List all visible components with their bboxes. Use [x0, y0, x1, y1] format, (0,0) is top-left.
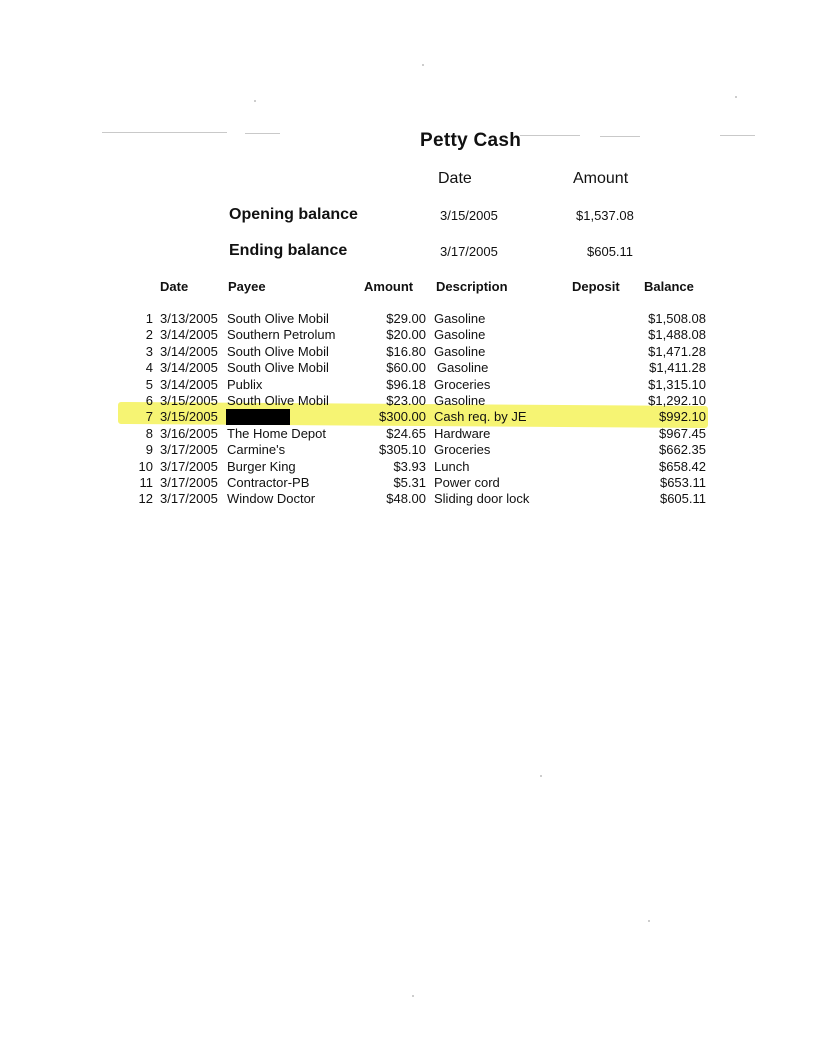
row-date: 3/16/2005	[160, 425, 218, 441]
table-row	[0, 442, 816, 459]
row-payee: Publix	[227, 376, 263, 392]
table-row	[0, 393, 816, 410]
row-description: Hardware	[434, 425, 491, 441]
row-payee: Burger King	[227, 458, 296, 474]
row-description: Groceries	[434, 442, 491, 458]
row-date: 3/15/2005	[160, 409, 218, 425]
scan-speck	[648, 920, 650, 922]
table-row	[0, 426, 816, 443]
row-balance: $992.10	[659, 409, 706, 425]
scan-artifact	[600, 136, 640, 137]
row-date: 3/14/2005	[160, 327, 218, 343]
row-amount: $16.80	[386, 343, 426, 359]
row-balance: $1,471.28	[648, 343, 706, 359]
row-amount: $29.00	[386, 311, 426, 326]
row-number: 4	[145, 360, 153, 376]
row-date: 3/14/2005	[160, 343, 218, 359]
row-payee: Window Doctor	[227, 491, 316, 507]
scan-speck	[254, 100, 256, 102]
row-payee: Southern Petrolum	[227, 327, 336, 343]
row-number: 3	[145, 343, 153, 359]
redaction-box	[226, 409, 290, 425]
row-balance: $658.42	[659, 458, 706, 474]
row-description: Sliding door lock	[434, 491, 530, 507]
row-date: 3/17/2005	[160, 475, 218, 490]
row-balance: $1,315.10	[648, 376, 706, 392]
row-number: 9	[145, 442, 153, 458]
row-description: Gasoline	[434, 327, 486, 343]
row-balance: $653.11	[659, 475, 706, 490]
row-payee: Contractor-PB	[227, 475, 310, 490]
table-row	[0, 377, 816, 394]
summary-amount-header: Amount	[573, 170, 629, 187]
opening-balance-date: 3/15/2005	[440, 208, 498, 223]
column-header-description: Description	[436, 279, 508, 294]
row-balance: $1,508.08	[648, 311, 706, 326]
page-title: Petty Cash	[420, 130, 522, 151]
row-amount: $96.18	[386, 376, 426, 392]
table-row	[0, 459, 816, 476]
column-header-deposit: Deposit	[572, 279, 620, 294]
row-amount: $24.65	[386, 425, 426, 441]
row-payee: South Olive Mobil	[227, 360, 329, 376]
table-row	[0, 475, 816, 492]
row-date: 3/17/2005	[160, 458, 218, 474]
row-payee: South Olive Mobil	[227, 393, 329, 408]
row-date: 3/15/2005	[160, 393, 218, 408]
row-amount: $5.31	[393, 475, 426, 490]
row-description: Cash req. by JE	[434, 409, 527, 425]
row-number: 8	[145, 425, 153, 441]
summary-date-header: Date	[438, 170, 472, 187]
row-date: 3/17/2005	[160, 442, 218, 458]
row-date: 3/14/2005	[160, 360, 218, 376]
row-payee: Carmine's	[227, 442, 286, 458]
row-balance: $662.35	[659, 442, 706, 458]
row-balance: $967.45	[659, 425, 706, 441]
row-amount: $60.00	[386, 360, 426, 376]
ending-balance-amount: $605.11	[587, 244, 634, 259]
row-number: 11	[139, 475, 153, 490]
row-description: Gasoline	[434, 393, 486, 408]
row-amount: $305.10	[379, 442, 426, 458]
opening-balance-label: Opening balance	[229, 206, 358, 223]
row-amount: $300.00	[379, 409, 426, 425]
opening-balance-amount: $1,537.08	[576, 208, 634, 223]
table-row	[0, 311, 816, 328]
scan-speck	[540, 775, 542, 777]
row-description: Gasoline	[434, 311, 486, 326]
row-balance: $1,488.08	[648, 327, 706, 343]
row-date: 3/13/2005	[160, 311, 218, 326]
ending-balance-date: 3/17/2005	[440, 244, 498, 259]
column-header-date: Date	[160, 279, 189, 294]
row-number: 6	[145, 393, 153, 408]
ending-balance-label: Ending balance	[229, 242, 348, 259]
row-description: Gasoline	[434, 343, 486, 359]
scan-artifact	[720, 135, 755, 136]
row-number: 2	[145, 327, 153, 343]
row-description: Power cord	[434, 475, 500, 490]
row-balance: $605.11	[659, 491, 706, 507]
row-amount: $3.93	[393, 458, 426, 474]
table-row	[0, 344, 816, 361]
row-payee: South Olive Mobil	[227, 343, 329, 359]
table-row	[0, 409, 816, 426]
row-payee: The Home Depot	[227, 425, 326, 441]
row-date: 3/14/2005	[160, 376, 218, 392]
row-description: Lunch	[434, 458, 470, 474]
row-number: 5	[145, 376, 153, 392]
row-number: 1	[145, 311, 153, 326]
row-balance: $1,292.10	[648, 393, 706, 408]
scan-artifact	[520, 135, 580, 136]
scan-speck	[412, 995, 414, 997]
row-balance: $1,411.28	[649, 360, 706, 376]
scan-artifact	[245, 133, 280, 134]
row-amount: $20.00	[386, 327, 426, 343]
row-amount: $23.00	[386, 393, 426, 408]
row-number: 10	[138, 458, 153, 474]
table-row	[0, 327, 816, 344]
row-payee: South Olive Mobil	[227, 311, 329, 326]
table-row	[0, 491, 816, 508]
scan-speck	[735, 96, 737, 98]
column-header-amount: Amount	[364, 279, 414, 294]
row-amount: $48.00	[386, 491, 426, 507]
column-header-balance: Balance	[644, 279, 694, 294]
row-number: 12	[138, 491, 153, 507]
column-header-payee: Payee	[228, 279, 266, 294]
table-row	[0, 360, 816, 377]
scan-artifact	[102, 132, 227, 133]
row-description: Groceries	[434, 376, 491, 392]
row-date: 3/17/2005	[160, 491, 218, 507]
row-number: 7	[145, 409, 153, 425]
scan-speck	[422, 64, 424, 66]
row-description: Gasoline	[437, 360, 489, 376]
